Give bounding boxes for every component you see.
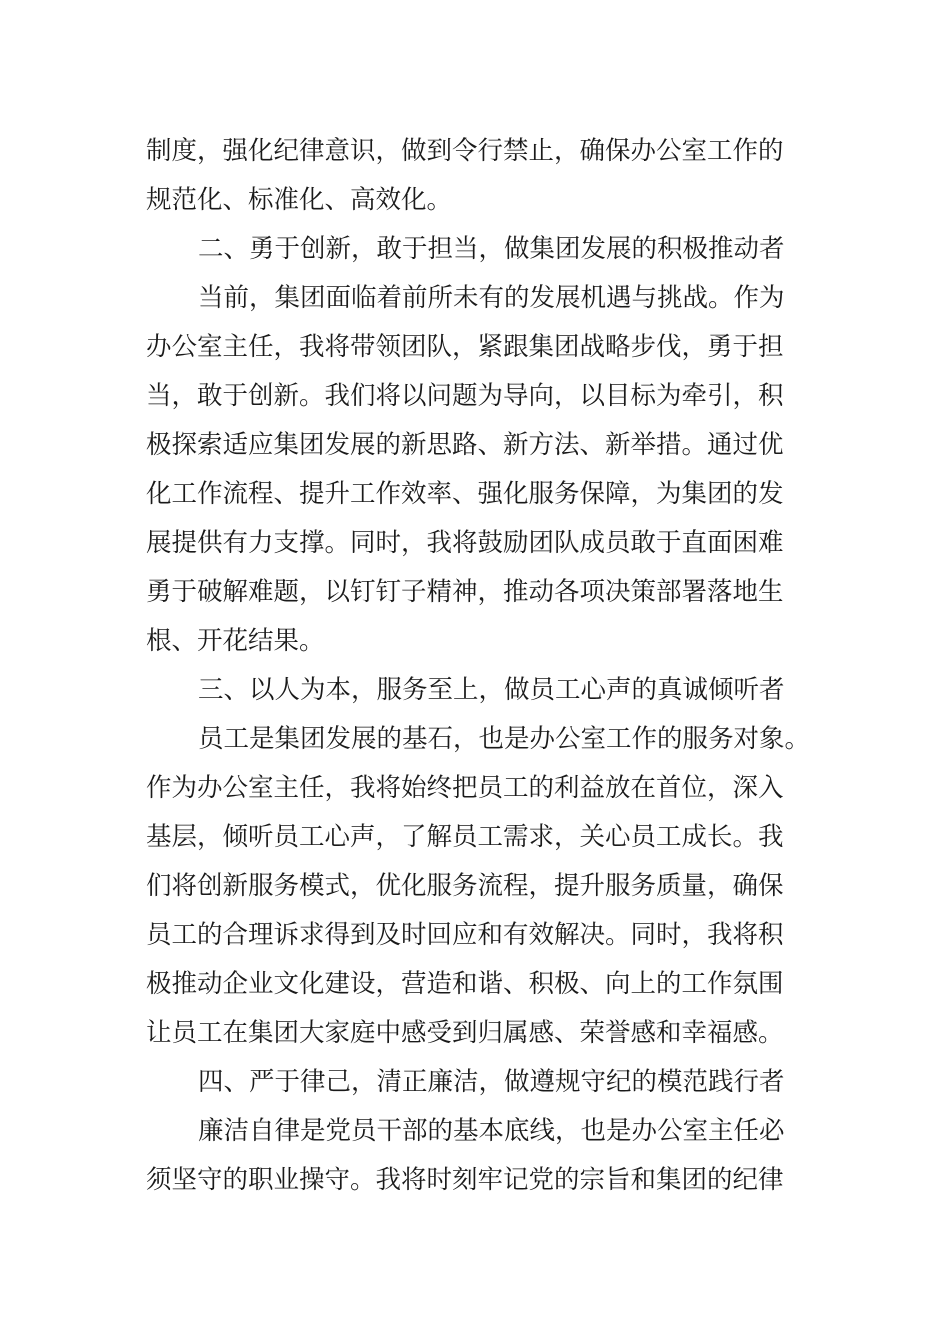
text-line: 办公室主任，我将带领团队，紧跟集团战略步伐，勇于担: [146, 332, 784, 362]
text-line: 基层，倾听员工心声，了解员工需求，关心员工成长。我: [146, 822, 784, 852]
text-line: 当前，集团面临着前所未有的发展机遇与挑战。作为: [198, 283, 785, 313]
text-line: 规范化、标准化、高效化。: [146, 185, 453, 215]
text-line: 廉洁自律是党员干部的基本底线，也是办公室主任必: [198, 1116, 785, 1146]
text-line: 员工的合理诉求得到及时回应和有效解决。同时，我将积: [146, 920, 784, 950]
text-line: 勇于破解难题，以钉钉子精神，推动各项决策部署落地生: [146, 577, 784, 607]
text-line: 们将创新服务模式，优化服务流程，提升服务质量，确保: [146, 871, 784, 901]
text-line: 化工作流程、提升工作效率、强化服务保障，为集团的发: [146, 479, 784, 509]
text-line: 根、开花结果。: [146, 626, 325, 656]
text-line: 展提供有力支撑。同时，我将鼓励团队成员敢于直面困难: [146, 528, 784, 558]
text-line: 极推动企业文化建设，营造和谐、积极、向上的工作氛围: [146, 969, 784, 999]
section-heading-2: 二、勇于创新，敢于担当，做集团发展的积极推动者: [198, 234, 785, 264]
text-line: 制度，强化纪律意识，做到令行禁止，确保办公室工作的: [146, 136, 784, 166]
text-line: 作为办公室主任，我将始终把员工的利益放在首位，深入: [146, 773, 784, 803]
text-line: 当，敢于创新。我们将以问题为导向，以目标为牵引，积: [146, 381, 784, 411]
text-line: 须坚守的职业操守。我将时刻牢记党的宗旨和集团的纪律: [146, 1165, 784, 1195]
text-line: 员工是集团发展的基石，也是办公室工作的服务对象。: [198, 724, 811, 754]
section-heading-3: 三、以人为本，服务至上，做员工心声的真诚倾听者: [198, 675, 785, 705]
section-heading-4: 四、严于律己，清正廉洁，做遵规守纪的模范践行者: [198, 1067, 785, 1097]
text-line: 让员工在集团大家庭中感受到归属感、荣誉感和幸福感。: [146, 1018, 784, 1048]
text-line: 极探索适应集团发展的新思路、新方法、新举措。通过优: [146, 430, 784, 460]
